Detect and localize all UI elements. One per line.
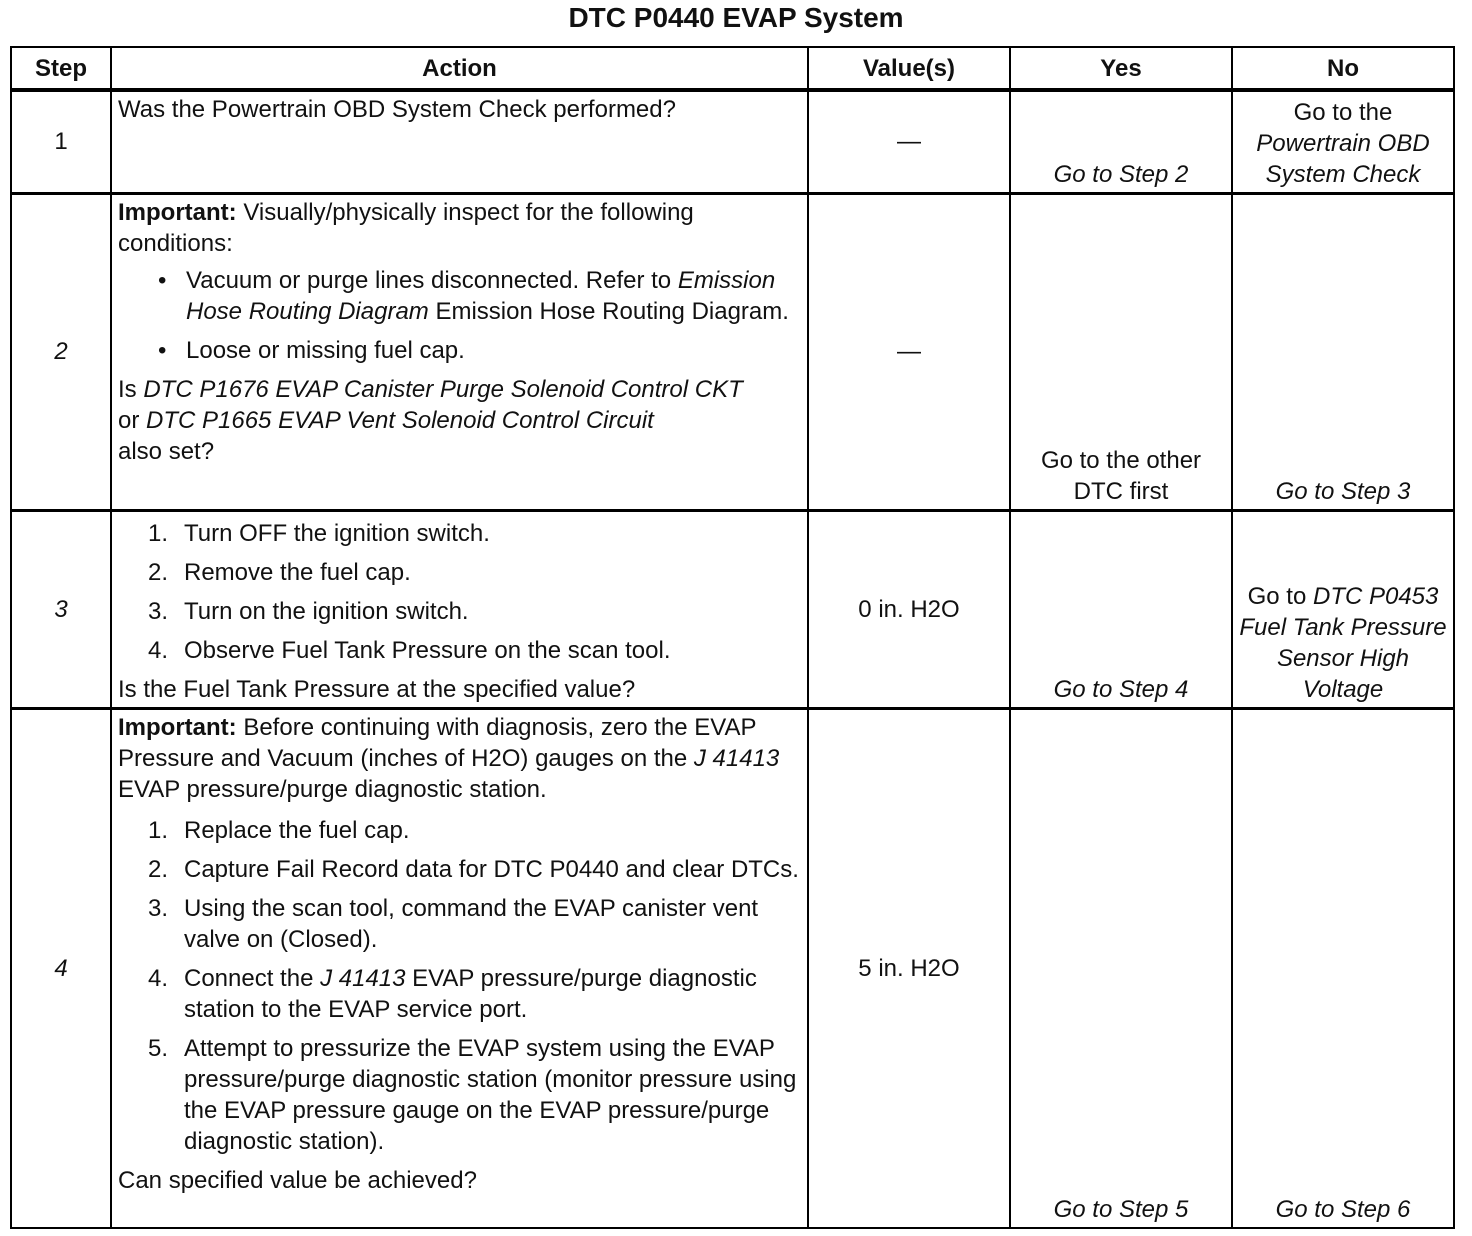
no-cell bbox=[1232, 90, 1454, 193]
step-num: 1. bbox=[148, 519, 169, 547]
important-note bbox=[118, 712, 803, 805]
step-text: Observe Fuel Tank Pressure on the scan tool. bbox=[184, 636, 671, 664]
bullet-text: Emission Hose Routing Diagram. bbox=[435, 297, 789, 325]
question-text: or bbox=[118, 406, 140, 434]
action-cell bbox=[111, 708, 808, 1228]
table-row-step-4 bbox=[11, 708, 1454, 1228]
step-num: 4. bbox=[148, 964, 169, 992]
step-num: 2. bbox=[148, 558, 169, 586]
action-question: Was the Powertrain OBD System Check performed? bbox=[118, 96, 676, 123]
dtc-link[interactable]: DTC P1665 EVAP Vent Solenoid Control Circuit bbox=[146, 406, 654, 434]
no-link[interactable]: Powertrain OBD System Check bbox=[1256, 129, 1430, 188]
step-num: 5. bbox=[148, 1034, 169, 1062]
no-text: Go to the bbox=[1293, 98, 1393, 126]
yes-link[interactable]: Go to Step 4 bbox=[1053, 675, 1189, 703]
step-num: 3. bbox=[148, 597, 169, 625]
table-row-step-2 bbox=[11, 193, 1454, 510]
yes-link[interactable]: Go to Step 2 bbox=[1053, 160, 1189, 188]
tool-ref: J 41413 bbox=[693, 744, 780, 772]
important-label: Important: bbox=[118, 713, 237, 741]
yes-cell bbox=[1010, 193, 1232, 510]
list-item bbox=[118, 518, 803, 549]
bullet-icon: • bbox=[158, 266, 167, 294]
dtc-link[interactable]: DTC P1676 EVAP Canister Purge Solenoid Control CKT bbox=[143, 375, 743, 403]
step-number: 4 bbox=[11, 708, 111, 1228]
list-item bbox=[118, 1033, 803, 1157]
important-text: EVAP pressure/purge diagnostic station. bbox=[118, 775, 547, 803]
page-title: DTC P0440 EVAP System bbox=[568, 2, 904, 33]
step-num: 3. bbox=[148, 894, 169, 922]
list-item bbox=[118, 963, 803, 1025]
question-text: Is bbox=[118, 375, 137, 403]
important-text: Visually/physically inspect for the following conditions: bbox=[118, 198, 694, 257]
step-text: EVAP pressure/purge diagnostic station to the EVAP service port. bbox=[184, 964, 757, 1023]
list-item bbox=[118, 557, 803, 588]
step-num: 2. bbox=[148, 855, 169, 883]
step-text: Attempt to pressurize the EVAP system using the EVAP pressure/purge diagnostic station (monitor pressure using the EVAP pressure gauge on the EVAP pressure/purge diagnostic station). bbox=[184, 1034, 797, 1155]
value-text: — bbox=[897, 338, 921, 365]
step-text: Replace the fuel cap. bbox=[184, 816, 410, 844]
yes-cell bbox=[1010, 90, 1232, 193]
yes-cell bbox=[1010, 708, 1232, 1228]
procedure-list bbox=[118, 815, 803, 1157]
value-cell bbox=[808, 193, 1010, 510]
bullet-text: Loose or missing fuel cap. bbox=[186, 336, 465, 364]
yes-link[interactable]: Go to Step 5 bbox=[1053, 1196, 1189, 1223]
step-num: 4. bbox=[148, 636, 169, 664]
step-text: Using the scan tool, command the EVAP canister vent valve on (Closed). bbox=[184, 894, 759, 953]
procedure-list bbox=[118, 518, 803, 666]
list-item bbox=[118, 815, 803, 846]
no-cell bbox=[1232, 708, 1454, 1228]
list-item bbox=[118, 635, 803, 666]
diagnostic-table bbox=[10, 46, 1455, 1229]
header-no: No bbox=[1232, 47, 1454, 90]
step-text: Connect the bbox=[184, 964, 314, 992]
step-number: 3 bbox=[11, 510, 111, 708]
action-question bbox=[118, 374, 803, 467]
important-text: Before continuing with diagnosis, zero the EVAP Pressure and Vacuum (inches of H2O) gauges on the bbox=[118, 713, 757, 772]
tool-ref: J 41413 bbox=[320, 964, 406, 992]
header-values: Value(s) bbox=[808, 47, 1010, 90]
step-text: Remove the fuel cap. bbox=[184, 558, 411, 586]
bullet-text: Vacuum or purge lines disconnected. Refer to bbox=[186, 266, 672, 294]
bullet-icon: • bbox=[158, 336, 167, 364]
question-text: also set? bbox=[118, 437, 215, 465]
table-row-step-1 bbox=[11, 90, 1454, 193]
list-item bbox=[118, 335, 803, 366]
step-num: 1. bbox=[148, 816, 169, 844]
action-cell bbox=[111, 90, 808, 193]
table-header-row bbox=[11, 47, 1454, 90]
header-step: Step bbox=[11, 47, 111, 90]
value-text: 0 in. H2O bbox=[858, 595, 960, 623]
yes-cell bbox=[1010, 510, 1232, 708]
value-text: — bbox=[897, 128, 921, 156]
list-item bbox=[118, 596, 803, 627]
no-link[interactable]: Go to Step 6 bbox=[1275, 1196, 1411, 1223]
value-cell bbox=[808, 90, 1010, 193]
action-cell bbox=[111, 193, 808, 510]
step-text: Capture Fail Record data for DTC P0440 and clear DTCs. bbox=[184, 855, 799, 883]
action-cell bbox=[111, 510, 808, 708]
step-number: 1 bbox=[11, 90, 111, 193]
table-row-step-3 bbox=[11, 510, 1454, 708]
no-cell bbox=[1232, 193, 1454, 510]
step-number: 2 bbox=[11, 193, 111, 510]
no-text: Go to bbox=[1247, 582, 1307, 610]
diagram-link[interactable]: Emission Hose Routing Diagram bbox=[186, 266, 776, 325]
list-item bbox=[118, 265, 803, 327]
value-cell bbox=[808, 510, 1010, 708]
header-action: Action bbox=[111, 47, 808, 90]
step-text: Turn OFF the ignition switch. bbox=[184, 519, 490, 547]
value-text: 5 in. H2O bbox=[858, 954, 960, 982]
important-note bbox=[118, 197, 803, 259]
list-item bbox=[118, 893, 803, 955]
list-item bbox=[118, 854, 803, 885]
header-yes: Yes bbox=[1010, 47, 1232, 90]
yes-text: Go to the other DTC first bbox=[1040, 446, 1202, 505]
action-question: Can specified value be achieved? bbox=[118, 1166, 477, 1194]
no-cell bbox=[1232, 510, 1454, 708]
important-label: Important: bbox=[118, 198, 237, 226]
value-cell bbox=[808, 708, 1010, 1228]
no-link[interactable]: Go to Step 3 bbox=[1275, 477, 1411, 505]
condition-list bbox=[118, 265, 803, 366]
step-text: Turn on the ignition switch. bbox=[184, 597, 469, 625]
no-link[interactable]: DTC P0453 Fuel Tank Pressure Sensor High Voltage bbox=[1239, 582, 1447, 703]
action-question: Is the Fuel Tank Pressure at the specified value? bbox=[118, 675, 636, 703]
